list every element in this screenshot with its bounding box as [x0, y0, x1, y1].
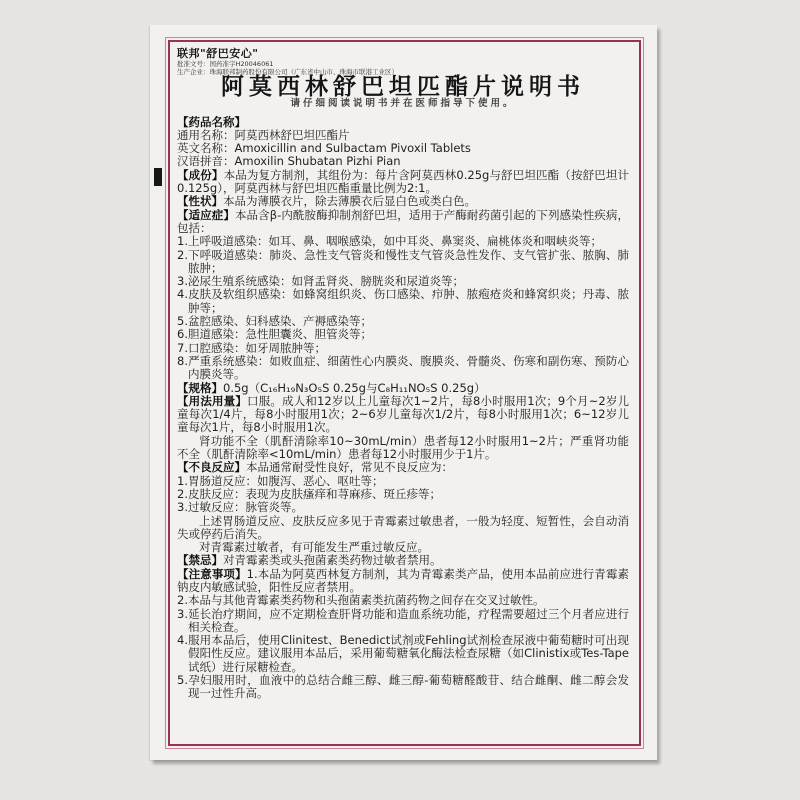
leaflet-paragraph: 7.口腔感染：如牙周脓肿等；	[177, 340, 326, 355]
leaflet-paragraph: 【禁忌】对青霉素类或头孢菌素类药物过敏者禁用。	[177, 553, 442, 568]
leaflet-paragraph: 3.延长治疗期间，应不定期检查肝肾功能和造血系统功能，疗程需要超过三个月者应进行相关检查。	[177, 606, 629, 634]
print-registration-mark	[154, 168, 162, 186]
leaflet-body	[177, 116, 629, 701]
leaflet-paragraph: 【成份】本品为复方制剂，其组份为：每片含阿莫西林0.25g与舒巴坦匹酯（按舒巴坦计0.125g），阿莫西林与舒巴坦匹酯重量比例为2:1。	[177, 167, 630, 196]
leaflet-paragraph: 【不良反应】本品通常耐受性良好，常见不良反应为：	[177, 460, 453, 475]
leaflet-paragraph: 5.孕妇服用时，血液中的总结合雌三醇、雌三醇-葡萄糖醛酸苷、结合雌酮、雌二醇会发现一过性升高。	[177, 673, 629, 701]
leaflet-paragraph: 8.严重系统感染：如败血症、细菌性心内膜炎、腹膜炎、骨髓炎、伤寒和副伤寒、预防心内膜炎等。	[177, 353, 629, 382]
leaflet-paragraph: 4.服用本品后，使用Clinitest、Benedict试剂或Fehling试剂检查尿液中葡萄糖时可出现假阳性反应。建议服用本品后，采用葡萄糖氧化酶法检查尿糖（如Clinistix或Tes-Tape试纸）进行尿糖检查。	[177, 633, 629, 674]
leaflet-subtitle: 请仔细阅读说明书并在医师指导下使用。	[290, 98, 516, 110]
leaflet-content	[170, 42, 639, 744]
leaflet-paragraph: 5.盆腔感染、妇科感染、产褥感染等；	[177, 314, 372, 329]
leaflet-paragraph: 【用法用量】口服。成人和12岁以上儿童每次1~2片，每8小时服用1次；9个月~2岁儿童每次1/4片，每8小时服用1次；2~6岁儿童每次1/2片，每8小时服用1次；6~12岁儿童每次1片，每8小时服用1次。	[177, 393, 629, 435]
leaflet-paragraph: 汉语拼音：Amoxilin Shubatan Pizhi Pian	[177, 154, 401, 169]
leaflet-paragraph: 1.上呼吸道感染：如耳、鼻、咽喉感染，如中耳炎、鼻窦炎、扁桃体炎和咽峡炎等；	[177, 234, 602, 249]
leaflet-paragraph: 英文名称：Amoxicillin and Sulbactam Pivoxil Tablets	[177, 141, 471, 156]
leaflet-paragraph: 【性状】本品为薄膜衣片，除去薄膜衣后显白色或类白色。	[177, 194, 476, 209]
leaflet-title: 阿莫西林舒巴坦匹酯片说明书	[221, 74, 585, 100]
leaflet-paragraph: 2.下呼吸道感染：肺炎、急性支气管炎和慢性支气管炎急性发作、支气管扩张、脓胸、肺脓肿；	[177, 247, 629, 275]
leaflet-paragraph: 对青霉素过敏者，有可能发生严重过敏反应。	[199, 540, 429, 555]
leaflet-paragraph: 【药品名称】	[177, 114, 246, 129]
approval-number-line: 批准文号：国药准字H20046061	[177, 60, 274, 68]
leaflet-paragraph: 6.胆道感染：急性胆囊炎、胆管炎等；	[177, 327, 372, 342]
leaflet-paragraph: 1.胃肠道反应：如腹泻、恶心、呕吐等；	[177, 473, 384, 488]
manufacturer-line: 生产企业：珠海联邦制药股份有限公司（广东省中山市、珠海市联港工业区）	[177, 68, 398, 76]
brand-name: 联邦"舒巴安心"	[177, 47, 259, 60]
leaflet-paragraph: 上述胃肠道反应、皮肤反应多见于青霉素过敏患者，一般为轻度、短暂性，会自动消失或停药后消失。	[177, 513, 629, 541]
leaflet-paragraph: 肾功能不全（肌酐清除率10~30mL/min）患者每12小时服用1~2片；严重肾功能不全（肌酐清除率<10mL/min）患者每12小时服用少于1片。	[177, 433, 629, 462]
leaflet-paragraph: 【注意事项】1.本品为阿莫西林复方制剂，其为青霉素类产品，使用本品前应进行青霉素钠皮内敏感试验，阳性反应者禁用。	[177, 566, 630, 594]
leaflet-paragraph: 【适应症】本品含β-内酰胺酶抑制剂舒巴坦，适用于产酶耐药菌引起的下列感染性疾病，包括：	[177, 207, 629, 235]
leaflet-border-frame	[168, 40, 641, 746]
leaflet-paragraph: 通用名称：阿莫西林舒巴坦匹酯片	[177, 127, 350, 142]
leaflet-paragraph: 2.本品与其他青霉素类药物和头孢菌素类抗菌药物之间存在交叉过敏性。	[177, 593, 545, 608]
leaflet-paragraph: 2.皮肤反应：表现为皮肤瘙痒和荨麻疹、斑丘疹等；	[177, 486, 441, 501]
leaflet-paragraph: 3.过敏反应：脉管炎等。	[177, 500, 303, 515]
leaflet-paragraph: 【规格】0.5g（C₁₆H₁₉N₃O₅S 0.25g与C₈H₁₁NO₅S 0.25g）	[177, 380, 486, 395]
leaflet-paper	[150, 25, 657, 760]
leaflet-paragraph: 4.皮肤及软组织感染：如蜂窝组织炎、伤口感染、疖肿、脓疱疮炎和蜂窝织炎；丹毒、脓肿等；	[177, 287, 629, 315]
leaflet-paragraph: 3.泌尿生殖系统感染：如肾盂肾炎、膀胱炎和尿道炎等；	[177, 274, 464, 289]
